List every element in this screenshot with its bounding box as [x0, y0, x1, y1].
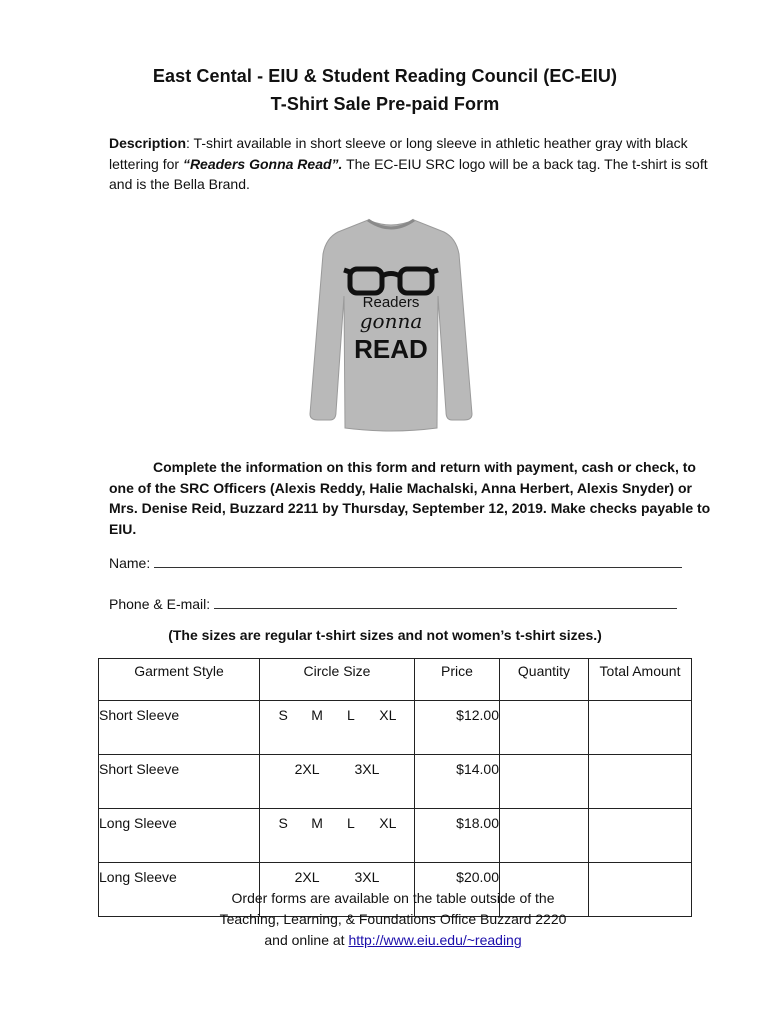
description-paragraph — [109, 133, 719, 195]
size-option[interactable]: XL — [379, 815, 397, 831]
instructions-paragraph — [109, 457, 724, 539]
garment-style-cell: Short Sleeve — [99, 701, 260, 755]
description-text-after: The EC-EIU SRC logo will be a back tag. The t-shirt is soft and is the Bella Brand. — [109, 155, 708, 192]
size-options-cell — [260, 755, 415, 809]
order-table — [98, 658, 692, 917]
footer-note — [0, 888, 770, 951]
phone-line[interactable] — [214, 594, 677, 609]
size-option[interactable]: M — [311, 707, 323, 723]
shirt-text-read: READ — [354, 334, 428, 364]
description-text-before: : T-shirt available in short sleeve or long sleeve in athletic heather gray with black lettering for — [109, 135, 688, 172]
footer-line-1: Order forms are available on the table outside of the — [231, 890, 555, 906]
form-title: East Cental - EIU & Student Reading Council (EC-EIU) — [152, 66, 618, 86]
size-option[interactable]: XL — [379, 707, 397, 723]
phone-label: Phone & E-mail: — [109, 596, 211, 612]
size-options-cell — [260, 809, 415, 863]
header-circle-size: Circle Size — [260, 659, 415, 701]
price-cell: $12.00 — [415, 701, 500, 755]
total-cell[interactable] — [589, 809, 692, 863]
quantity-cell[interactable] — [500, 755, 589, 809]
price-cell: $18.00 — [415, 809, 500, 863]
garment-style-cell: Short Sleeve — [99, 755, 260, 809]
size-option[interactable]: 2XL — [294, 869, 320, 885]
total-cell[interactable] — [589, 755, 692, 809]
phone-email-field[interactable] — [109, 594, 677, 612]
footer-line-3-prefix: and online at — [264, 932, 349, 948]
reading-website-link[interactable]: http://www.eiu.edu/~reading — [348, 932, 522, 948]
size-options-cell — [260, 701, 415, 755]
size-option[interactable]: S — [278, 815, 288, 831]
header-total-amount: Total Amount — [589, 659, 692, 701]
size-option[interactable]: 3XL — [354, 869, 380, 885]
description-label: Description — [109, 135, 187, 151]
size-option[interactable]: 2XL — [294, 761, 320, 777]
table-row — [99, 701, 692, 755]
price-cell: $14.00 — [415, 755, 500, 809]
footer-line-3 — [0, 930, 770, 951]
header-garment-style: Garment Style — [99, 659, 260, 701]
name-field[interactable] — [109, 553, 682, 571]
size-option[interactable]: L — [347, 815, 355, 831]
table-row — [99, 809, 692, 863]
tshirt-image — [306, 214, 476, 434]
description-emphasis: “Readers Gonna Read”. — [182, 155, 343, 172]
name-label: Name: — [109, 555, 151, 571]
instructions-text: Complete the information on this form and return with payment, cash or check, to one of the SRC Officers (Alexis Reddy, Halie Machalski, Anna Herbert, Alexis Snyder) or Mrs. Denise Reid, Buzzard 2211 by Thursday, September 12, 2019. Make checks payable to EIU. — [109, 459, 711, 537]
price-cell: $20.00 — [415, 863, 500, 917]
header-price: Price — [415, 659, 500, 701]
table-header-row — [99, 659, 692, 701]
table-row — [99, 755, 692, 809]
size-option[interactable]: 3XL — [354, 761, 380, 777]
size-option[interactable]: S — [278, 707, 288, 723]
header-quantity: Quantity — [500, 659, 589, 701]
name-line[interactable] — [154, 553, 682, 568]
sizes-note: (The sizes are regular t-shirt sizes and not women’s t-shirt sizes.) — [168, 627, 602, 643]
size-option[interactable]: M — [311, 815, 323, 831]
garment-style-cell: Long Sleeve — [99, 809, 260, 863]
form-subtitle: T-Shirt Sale Pre-paid Form — [270, 94, 500, 114]
quantity-cell[interactable] — [500, 809, 589, 863]
total-cell[interactable] — [589, 701, 692, 755]
garment-style-cell: Long Sleeve — [99, 863, 260, 917]
quantity-cell[interactable] — [500, 701, 589, 755]
footer-line-2: Teaching, Learning, & Foundations Office Buzzard 2220 — [219, 911, 567, 927]
shirt-text-readers: Readers — [362, 294, 420, 311]
size-option[interactable]: L — [347, 707, 355, 723]
shirt-text-gonna: gonna — [359, 309, 423, 333]
